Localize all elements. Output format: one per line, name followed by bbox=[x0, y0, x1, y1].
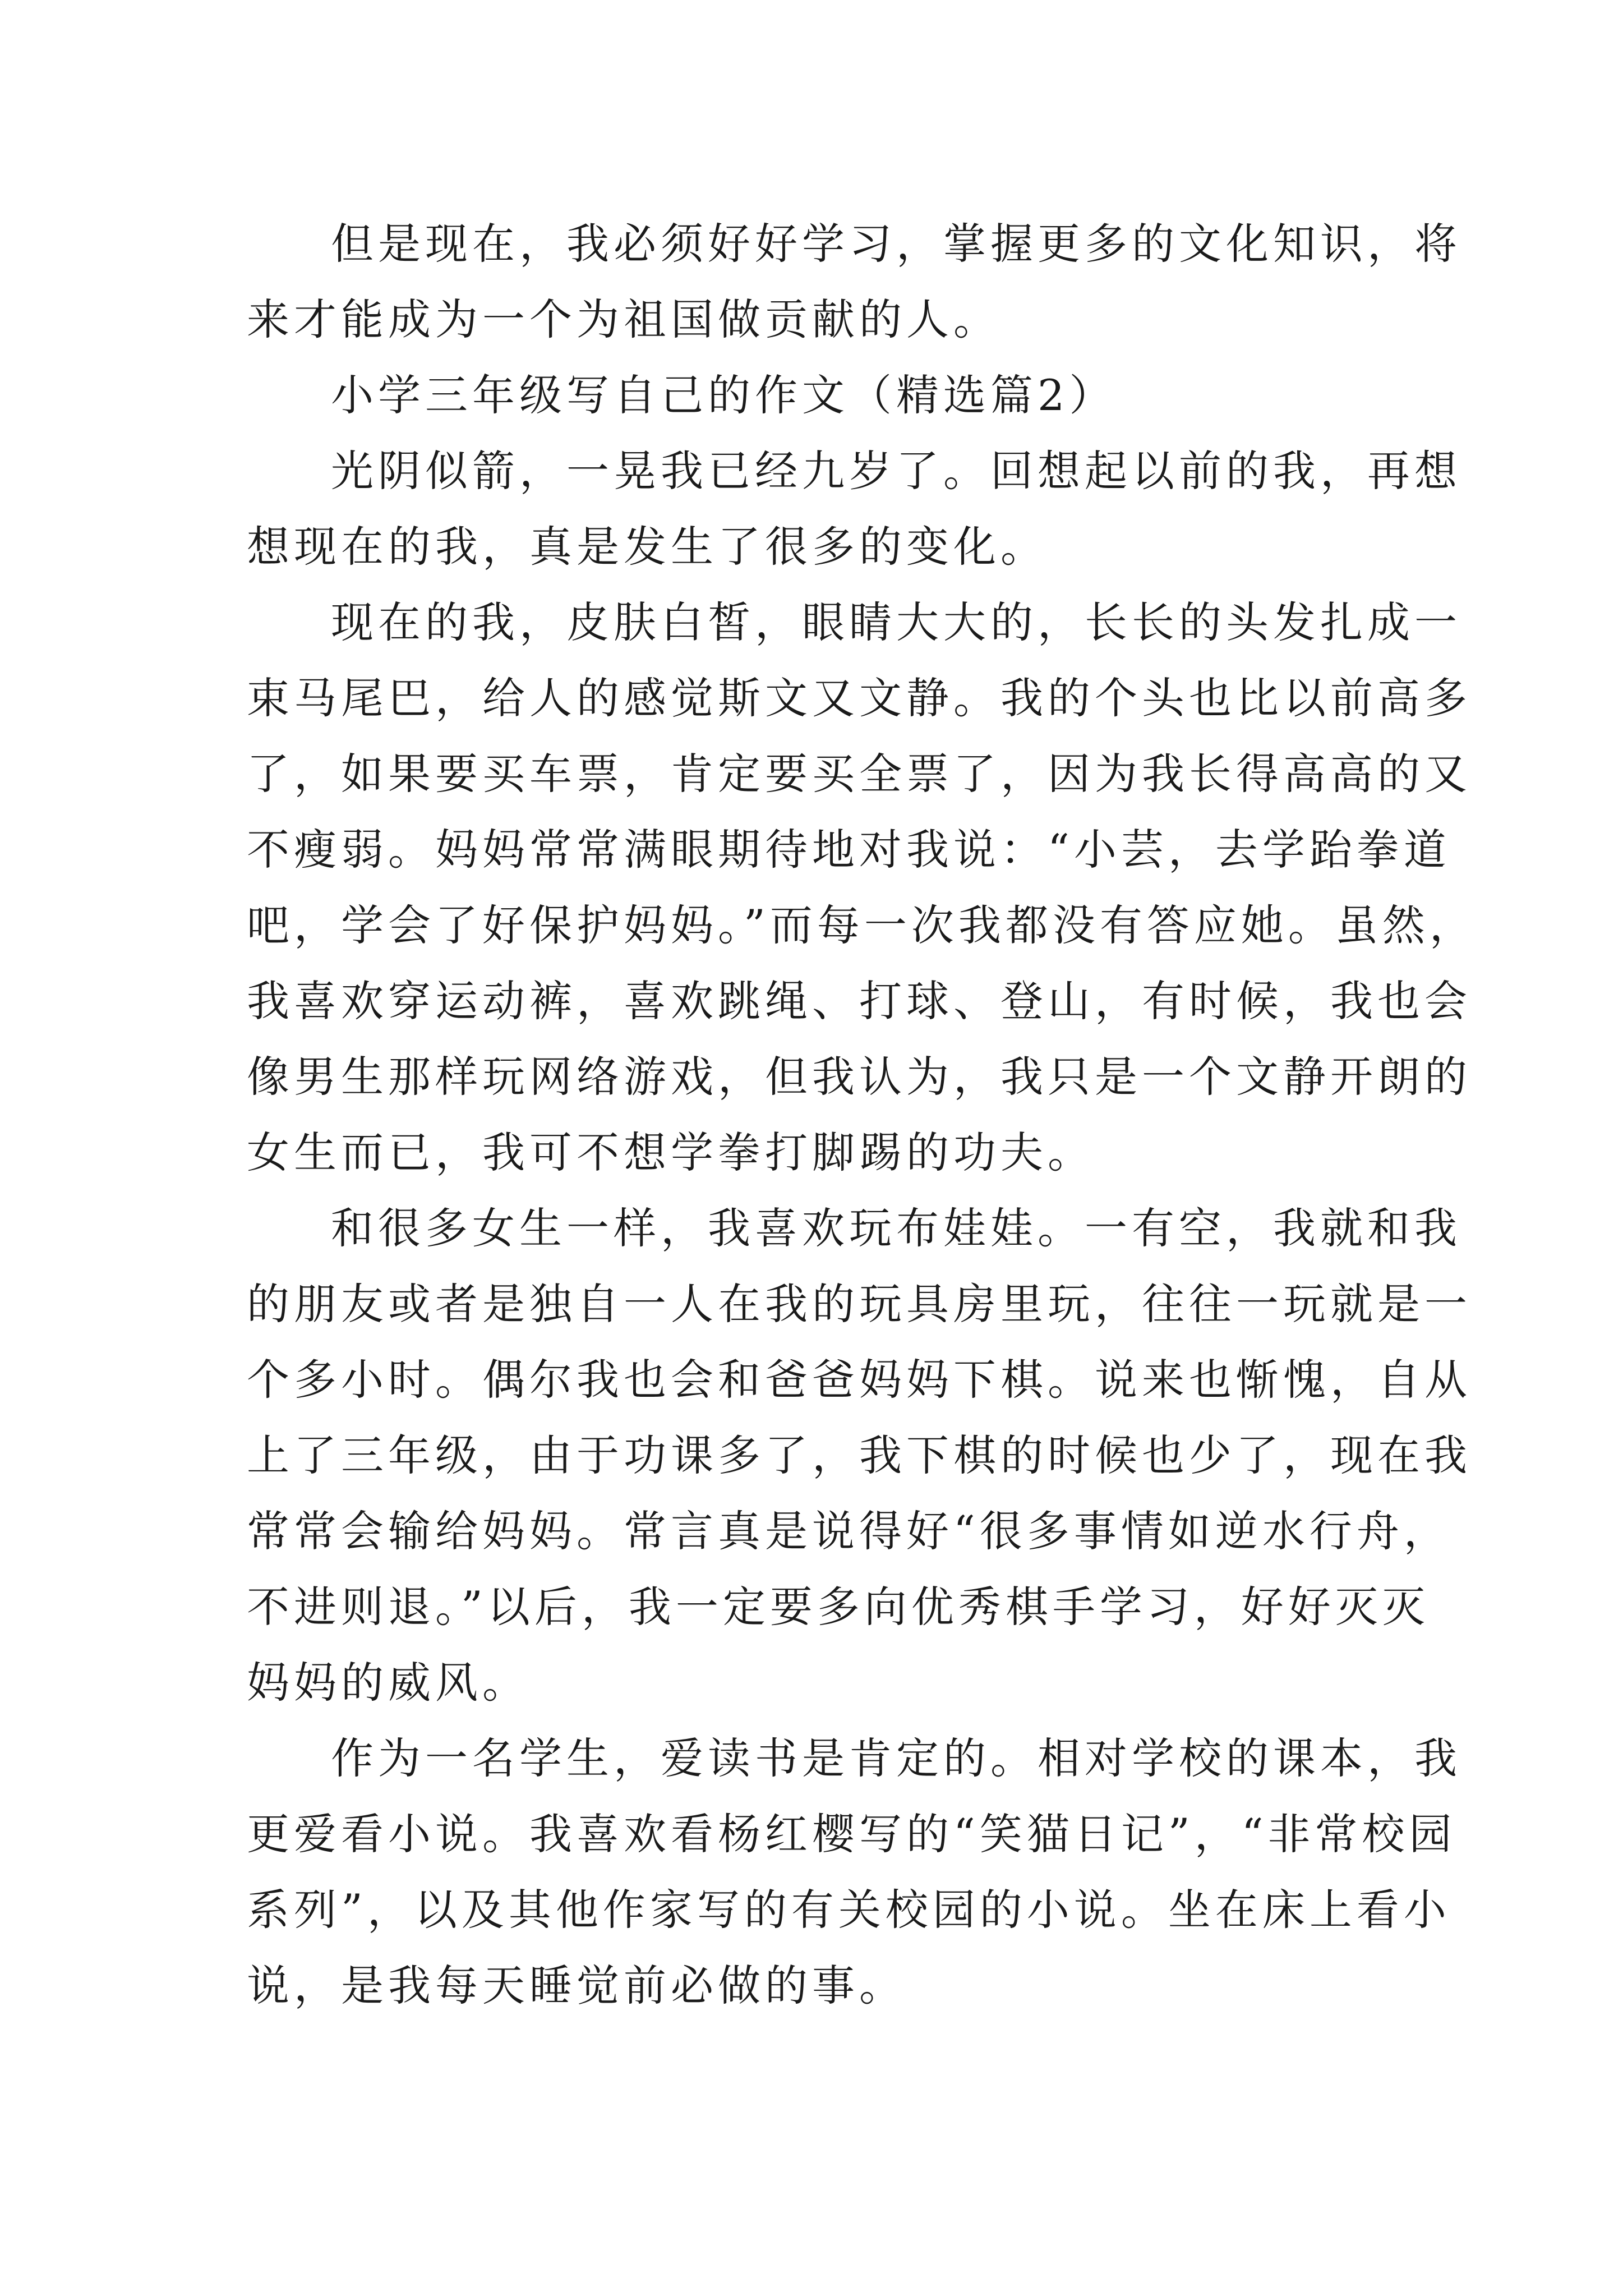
paragraph-line: 更爱看小说。我喜欢看杨红樱写的“笑猫日记”，“非常校园 bbox=[247, 1809, 1456, 1859]
paragraph-line: 说，是我每天睡觉前必做的事。 bbox=[247, 1961, 906, 2010]
section-heading: 小学三年级写自己的作文（精选篇2） bbox=[331, 370, 1117, 420]
paragraph-line: 光阴似箭，一晃我已经九岁了。回想起以前的我，再想 bbox=[331, 446, 1461, 496]
paragraph-line: 女生而已，我可不想学拳打脚踢的功夫。 bbox=[247, 1128, 1095, 1177]
paragraph-line: 和很多女生一样，我喜欢玩布娃娃。一有空，我就和我 bbox=[331, 1203, 1461, 1253]
paragraph-line: 像男生那样玩网络游戏，但我认为，我只是一个文静开朗的 bbox=[247, 1052, 1472, 1102]
paragraph-line: 吧，学会了好保护妈妈。”而每一次我都没有答应她。虽然， bbox=[247, 900, 1477, 950]
paragraph-line: 来才能成为一个为祖国做贡献的人。 bbox=[247, 295, 1000, 344]
paragraph-line: 不瘦弱。妈妈常常满眼期待地对我说：“小芸，去学跆拳道 bbox=[247, 825, 1451, 875]
paragraph-line: 个多小时。偶尔我也会和爸爸妈妈下棋。说来也惭愧，自从 bbox=[247, 1355, 1472, 1405]
paragraph-line: 了，如果要买车票，肯定要买全票了，因为我长得高高的又 bbox=[247, 749, 1472, 799]
paragraph-line: 作为一名学生，爱读书是肯定的。相对学校的课本，我 bbox=[331, 1733, 1461, 1783]
paragraph-line: 系列”，以及其他作家写的有关校园的小说。坐在床上看小 bbox=[247, 1885, 1451, 1935]
paragraph-line: 的朋友或者是独自一人在我的玩具房里玩，往往一玩就是一 bbox=[247, 1279, 1472, 1329]
paragraph-line: 想现在的我，真是发生了很多的变化。 bbox=[247, 522, 1048, 572]
paragraph-line: 常常会输给妈妈。常言真是说得好“很多事情如逆水行舟， bbox=[247, 1506, 1451, 1556]
paragraph-line: 现在的我，皮肤白皙，眼睛大大的，长长的头发扎成一 bbox=[331, 597, 1461, 647]
paragraph-line: 不进则退。”以后，我一定要多向优秀棋手学习，好好灭灭 bbox=[247, 1582, 1430, 1632]
paragraph-line: 我喜欢穿运动裤，喜欢跳绳、打球、登山，有时候，我也会 bbox=[247, 976, 1472, 1026]
paragraph-line: 束马尾巴，给人的感觉斯文又文静。我的个头也比以前高多 bbox=[247, 673, 1472, 723]
paragraph-line: 妈妈的威风。 bbox=[247, 1658, 529, 1708]
paragraph-line: 上了三年级，由于功课多了，我下棋的时候也少了，现在我 bbox=[247, 1430, 1472, 1480]
paragraph-line: 但是现在，我必须好好学习，掌握更多的文化知识，将 bbox=[331, 219, 1461, 269]
